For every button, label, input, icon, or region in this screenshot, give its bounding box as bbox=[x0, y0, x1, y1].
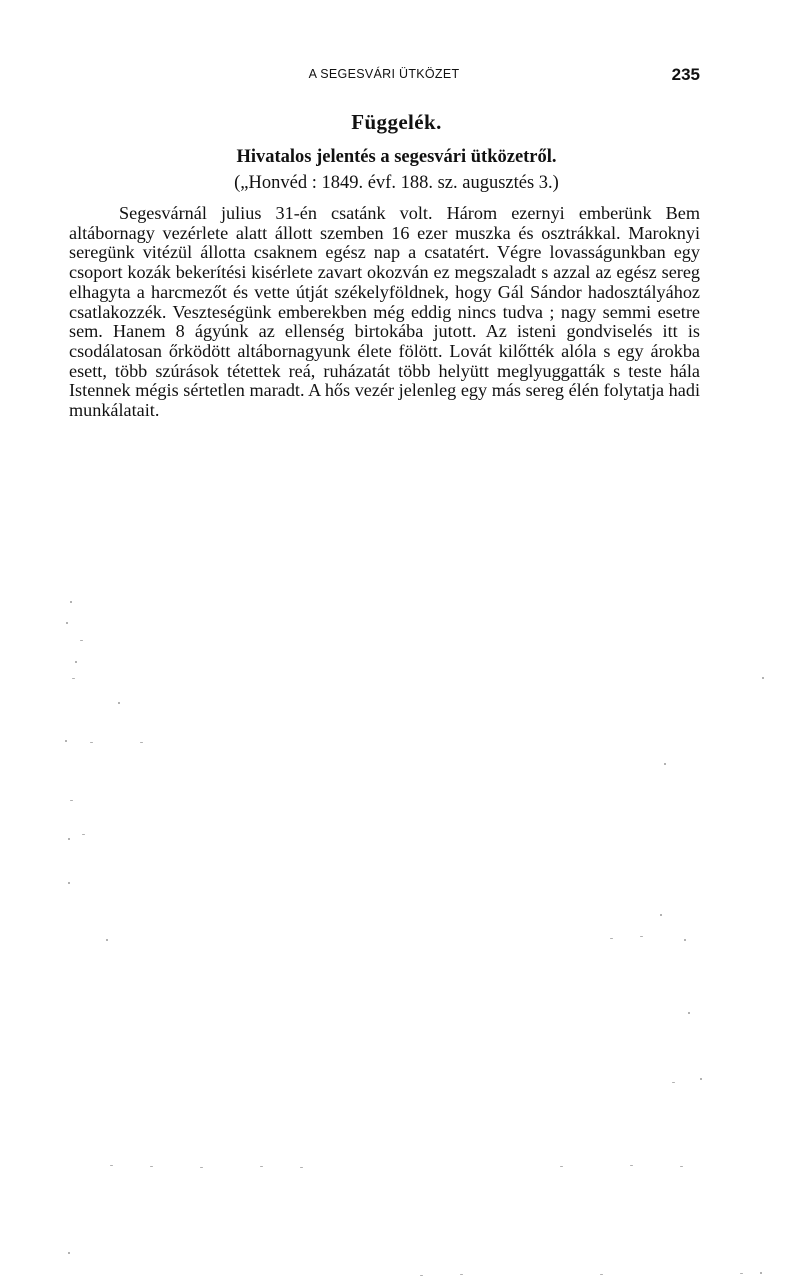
page-number: 235 bbox=[671, 65, 700, 84]
appendix-title: Függelék. bbox=[351, 110, 442, 134]
page-header bbox=[68, 63, 700, 89]
body-paragraph: Segesvárnál julius 31-én csatánk volt. Három ezernyi emberünk Bem altábornagy vezérlete alatt állott szemben 16 ezer muszka és osztrákkal. Maroknyi seregünk vitézül állotta csaknem egész nap a csatatért. Végre lovasságunkban egy csoport kozák bekerítési kisérlete zavart okozván ez megszaladt s azzal az egész sereg elhagyta a harcmezőt és vette útját székelyföldnek, hogy Gál Sándor hadosztályához csatlakozzék. Veszteségünk emberekben még eddig nincs tudva ; nagy semmi esetre sem. Hanem 8 ágyúnk az ellenség birtokába jutott. Az isteni gondviselés itt is csodálatosan őrködött altábornagyunk élete fölött. Lovát kilőtték alóla s egy árokba esett, több szúrások tétettek reá, ruházatát több helyütt meglyuggatták s teste hála Istennek mégis sértetlen maradt. A hős vezér jelenleg egy más sereg élén folytatja hadi munkálatait. bbox=[69, 203, 700, 421]
report-title: Hivatalos jelentés a segesvári ütközetről. bbox=[236, 147, 557, 167]
running-title: A SEGESVÁRI ÜTKÖZET bbox=[308, 67, 460, 81]
report-source: („Honvéd : 1849. évf. 188. sz. augusztés 3.) bbox=[234, 173, 559, 193]
